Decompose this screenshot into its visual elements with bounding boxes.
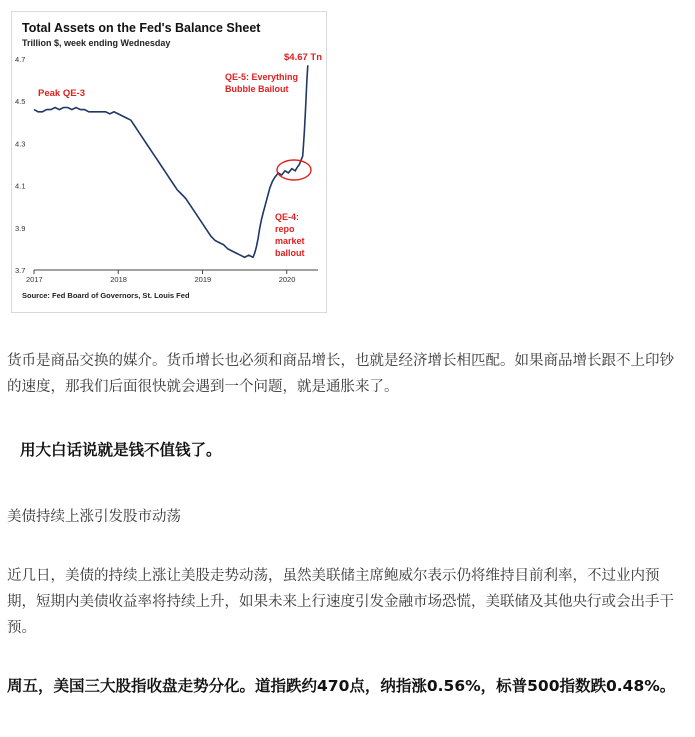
y-axis <box>15 55 25 275</box>
y-tick-label: 4.5 <box>15 97 26 107</box>
section-heading-treasury: 美债持续上涨引发股市动荡 <box>7 509 181 525</box>
y-tick-label: 3.7 <box>15 266 26 275</box>
annotation-qe5-line1: QE-5: Everything <box>225 72 299 82</box>
y-tick-label: 3.9 <box>15 223 26 233</box>
y-tick-label: 4.3 <box>15 139 26 149</box>
x-tick-label: 2017 <box>26 275 43 284</box>
x-tick-label: 2019 <box>194 275 212 284</box>
annotation-qe4-line4: ballout <box>275 248 305 258</box>
paragraph-plain-words: 用大白话说就是钱不值钱了。 <box>20 441 222 459</box>
annotation-qe4-line1: QE-4: <box>275 212 300 222</box>
x-tick-label: 2018 <box>110 275 127 284</box>
annotation-end-value: $4.67 Tn <box>284 52 323 63</box>
y-tick-label: 4.7 <box>15 55 26 64</box>
chart-figure <box>11 11 327 313</box>
chart-title: Total Assets on the Fed's Balance Sheet <box>22 21 261 35</box>
chart-subtitle: Trillion $, week ending Wednesday <box>22 38 171 48</box>
annotation-qe4-line2: repo <box>275 224 295 234</box>
paragraph-indices: 周五，美国三大股指收盘走势分化。道指跌约470点，纳指涨0.56%，标普500指数跌0.48%。 <box>7 677 676 695</box>
y-tick-label: 4.1 <box>15 181 26 191</box>
paragraph-money-growth: 货币是商品交换的媒介。货币增长也必须和商品增长，也就是经济增长相匹配。如果商品增长跟不上印钞的速度，那我们后面很快就会遇到一个问题，就是通胀来了。 <box>7 353 674 395</box>
paragraph-treasury-yields: 近几日，美债的持续上涨让美股走势动荡，虽然美联储主席鲍威尔表示仍将维持目前利率，不过业内预期，短期内美债收益率将持续上升，如果未来上行速度引发金融市场恐慌，美联储及其他央行或会出手干预。 <box>7 568 674 636</box>
x-tick-label: 2020 <box>278 275 296 284</box>
chart-source: Source: Fed Board of Governors, St. Louis Fed <box>22 291 190 300</box>
annotation-qe4-line3: market <box>275 236 305 246</box>
annotation-peak: Peak QE-3 <box>38 88 85 99</box>
annotation-qe5-line2: Bubble Bailout <box>225 84 289 94</box>
x-axis <box>26 270 295 284</box>
fed-balance-sheet-chart <box>12 12 328 314</box>
